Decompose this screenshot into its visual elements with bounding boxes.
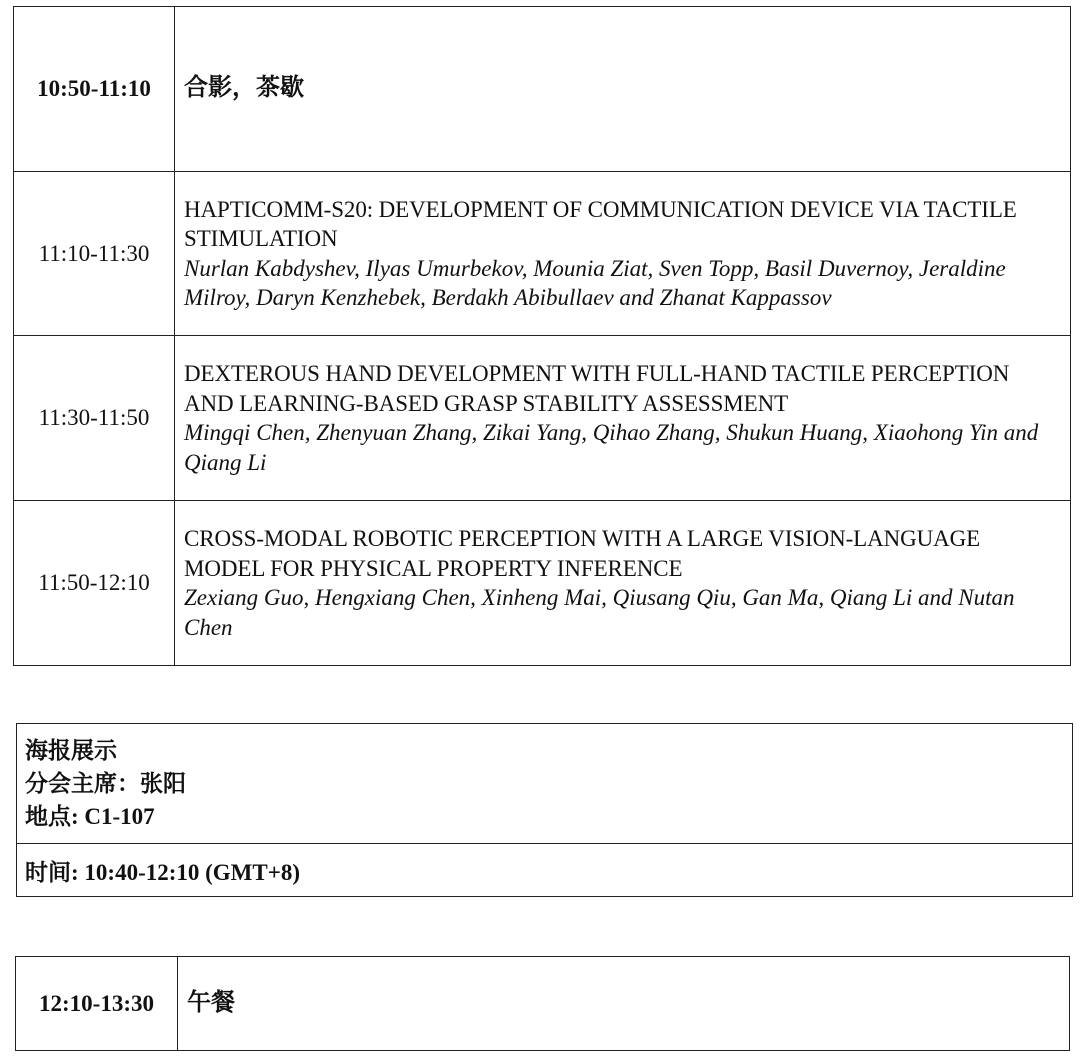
table-row [14,501,1071,666]
paper-entry [175,172,1071,336]
poster-session-info [17,724,1073,844]
schedule-table [13,6,1071,666]
session-activity: 合影，茶歇 [175,7,1071,172]
table-row [14,7,1071,172]
lunch-activity: 午餐 [178,957,1070,1051]
paper-authors: Mingqi Chen, Zhenyuan Zhang, Zikai Yang, Qihao Zhang, Shukun Huang, Xiaohong Yin and Qiang Li [184,420,1039,475]
poster-session-time: 时间: 10:40-12:10 (GMT+8) [17,844,1073,897]
poster-session-location: 地点: C1-107 [25,804,155,829]
paper-title: DEXTEROUS HAND DEVELOPMENT WITH FULL-HAND TACTILE PERCEPTION AND LEARNING-BASED GRASP STABILITY ASSESSMENT [184,361,1010,416]
session-time: 11:10-11:30 [14,172,175,336]
lunch-table [15,956,1070,1051]
poster-session-table [16,723,1073,897]
paper-authors: Nurlan Kabdyshev, Ilyas Umurbekov, Mounia Ziat, Sven Topp, Basil Duvernoy, Jeraldine Milroy, Daryn Kenzhebek, Berdakh Abibullaev and Zhanat Kappassov [184,255,1006,310]
paper-entry [175,501,1071,666]
table-row [17,844,1073,897]
table-row [14,172,1071,336]
poster-session-chair: 分会主席：张阳 [25,771,186,796]
session-time: 11:50-12:10 [14,501,175,666]
paper-entry [175,336,1071,501]
table-row [16,957,1070,1051]
lunch-time: 12:10-13:30 [16,957,178,1051]
paper-authors: Zexiang Guo, Hengxiang Chen, Xinheng Mai, Qiusang Qiu, Gan Ma, Qiang Li and Nutan Chen [184,585,1015,640]
table-row [17,724,1073,844]
poster-session-title: 海报展示 [25,738,117,763]
session-time: 10:50-11:10 [14,7,175,172]
table-row [14,336,1071,501]
paper-title: HAPTICOMM-S20: DEVELOPMENT OF COMMUNICATION DEVICE VIA TACTILE STIMULATION [184,196,1017,251]
paper-title: CROSS-MODAL ROBOTIC PERCEPTION WITH A LARGE VISION-LANGUAGE MODEL FOR PHYSICAL PROPERTY INFERENCE [184,526,981,581]
session-time: 11:30-11:50 [14,336,175,501]
